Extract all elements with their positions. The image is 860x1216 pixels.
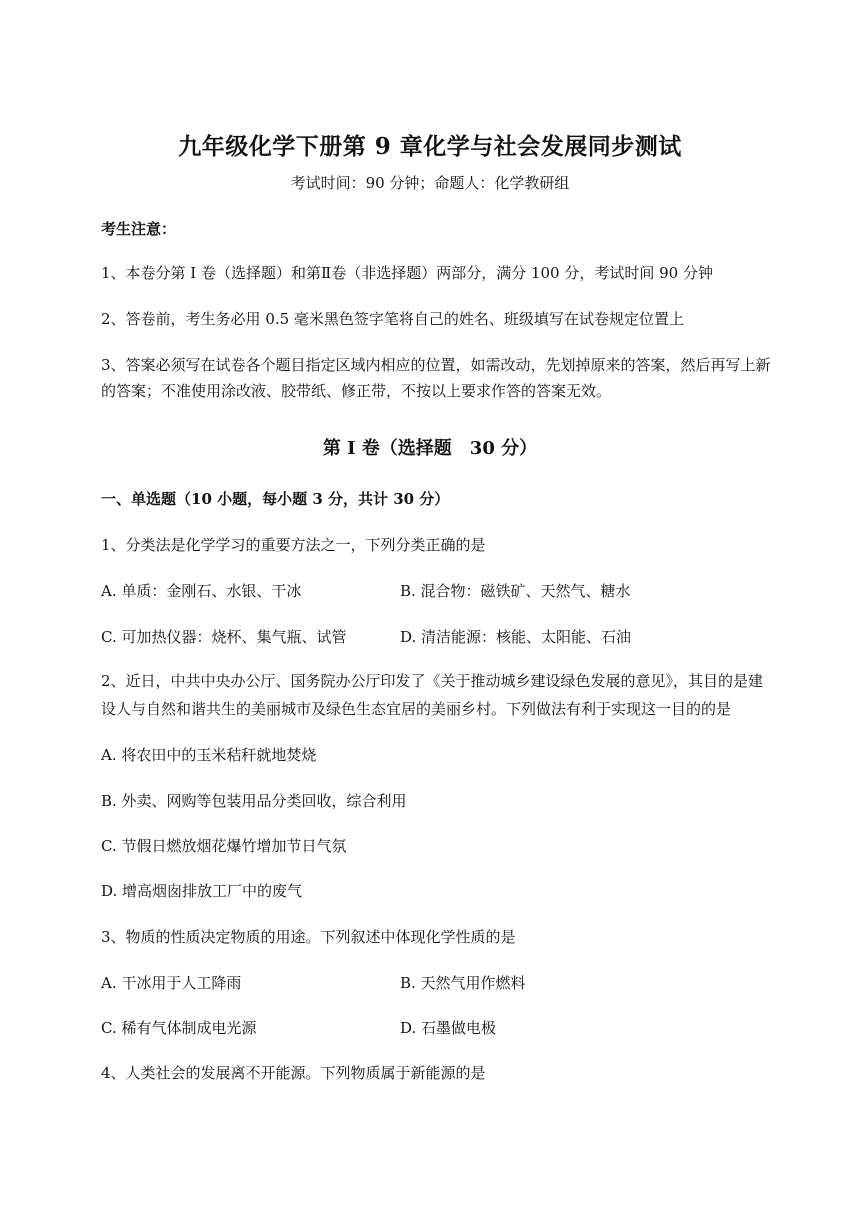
question-stem-continued: 设人与自然和谐共生的美丽城市及绿色生态宜居的美丽乡村。下列做法有利于实现这一目的的是	[101, 700, 732, 718]
section-title: 第 I 卷（选择题 30 分）	[322, 438, 538, 459]
question-stem: 3、物质的性质决定物质的用途。下列叙述中体现化学性质的是	[101, 928, 516, 946]
option-a: A. 单质：金刚石、水银、干冰	[101, 582, 302, 600]
option-b: B. 混合物：磁铁矿、天然气、糖水	[400, 582, 631, 600]
option-c: C. 节假日燃放烟花爆竹增加节日气氛	[101, 837, 347, 855]
notice-item: 1、本卷分第 I 卷（选择题）和第Ⅱ卷（非选择题）两部分，满分 100 分，考试时间 90 分钟	[101, 264, 713, 282]
option-b: B. 天然气用作燃料	[400, 974, 526, 992]
notice-item: 3、答案必须写在试卷各个题目指定区域内相应的位置，如需改动，先划掉原来的答案，然后再写上新	[101, 356, 771, 374]
part-heading: 一、单选题（10 小题，每小题 3 分，共计 30 分）	[101, 490, 450, 508]
option-d: D. 增高烟囱排放工厂中的废气	[101, 882, 303, 900]
exam-info: 考试时间：90 分钟；命题人：化学教研组	[290, 174, 570, 192]
notice-item-continued: 的答案；不准使用涂改液、胶带纸、修正带，不按以上要求作答的答案无效。	[101, 382, 612, 400]
option-a: A. 将农田中的玉米秸秆就地焚烧	[101, 746, 317, 764]
option-a: A. 干冰用于人工降雨	[101, 974, 242, 992]
option-d: D. 石墨做电极	[400, 1019, 497, 1037]
page-title: 九年级化学下册第 9 章化学与社会发展同步测试	[178, 133, 682, 160]
question-stem: 2、近日，中共中央办公厅、国务院办公厅印发了《关于推动城乡建设绿色发展的意见》，其目的是建	[101, 672, 764, 690]
notice-heading: 考生注意：	[101, 220, 177, 238]
notice-item: 2、答卷前，考生务必用 0.5 毫米黑色签字笔将自己的姓名、班级填写在试卷规定位置上	[101, 310, 684, 328]
option-d: D. 清洁能源：核能、太阳能、石油	[400, 628, 632, 646]
option-b: B. 外卖、网购等包装用品分类回收，综合利用	[101, 792, 407, 810]
option-c: C. 稀有气体制成电光源	[101, 1019, 257, 1037]
question-stem: 4、人类社会的发展离不开能源。下列物质属于新能源的是	[101, 1064, 486, 1082]
question-stem: 1、分类法是化学学习的重要方法之一，下列分类正确的是	[101, 536, 486, 554]
option-c: C. 可加热仪器：烧杯、集气瓶、试管	[101, 628, 347, 646]
